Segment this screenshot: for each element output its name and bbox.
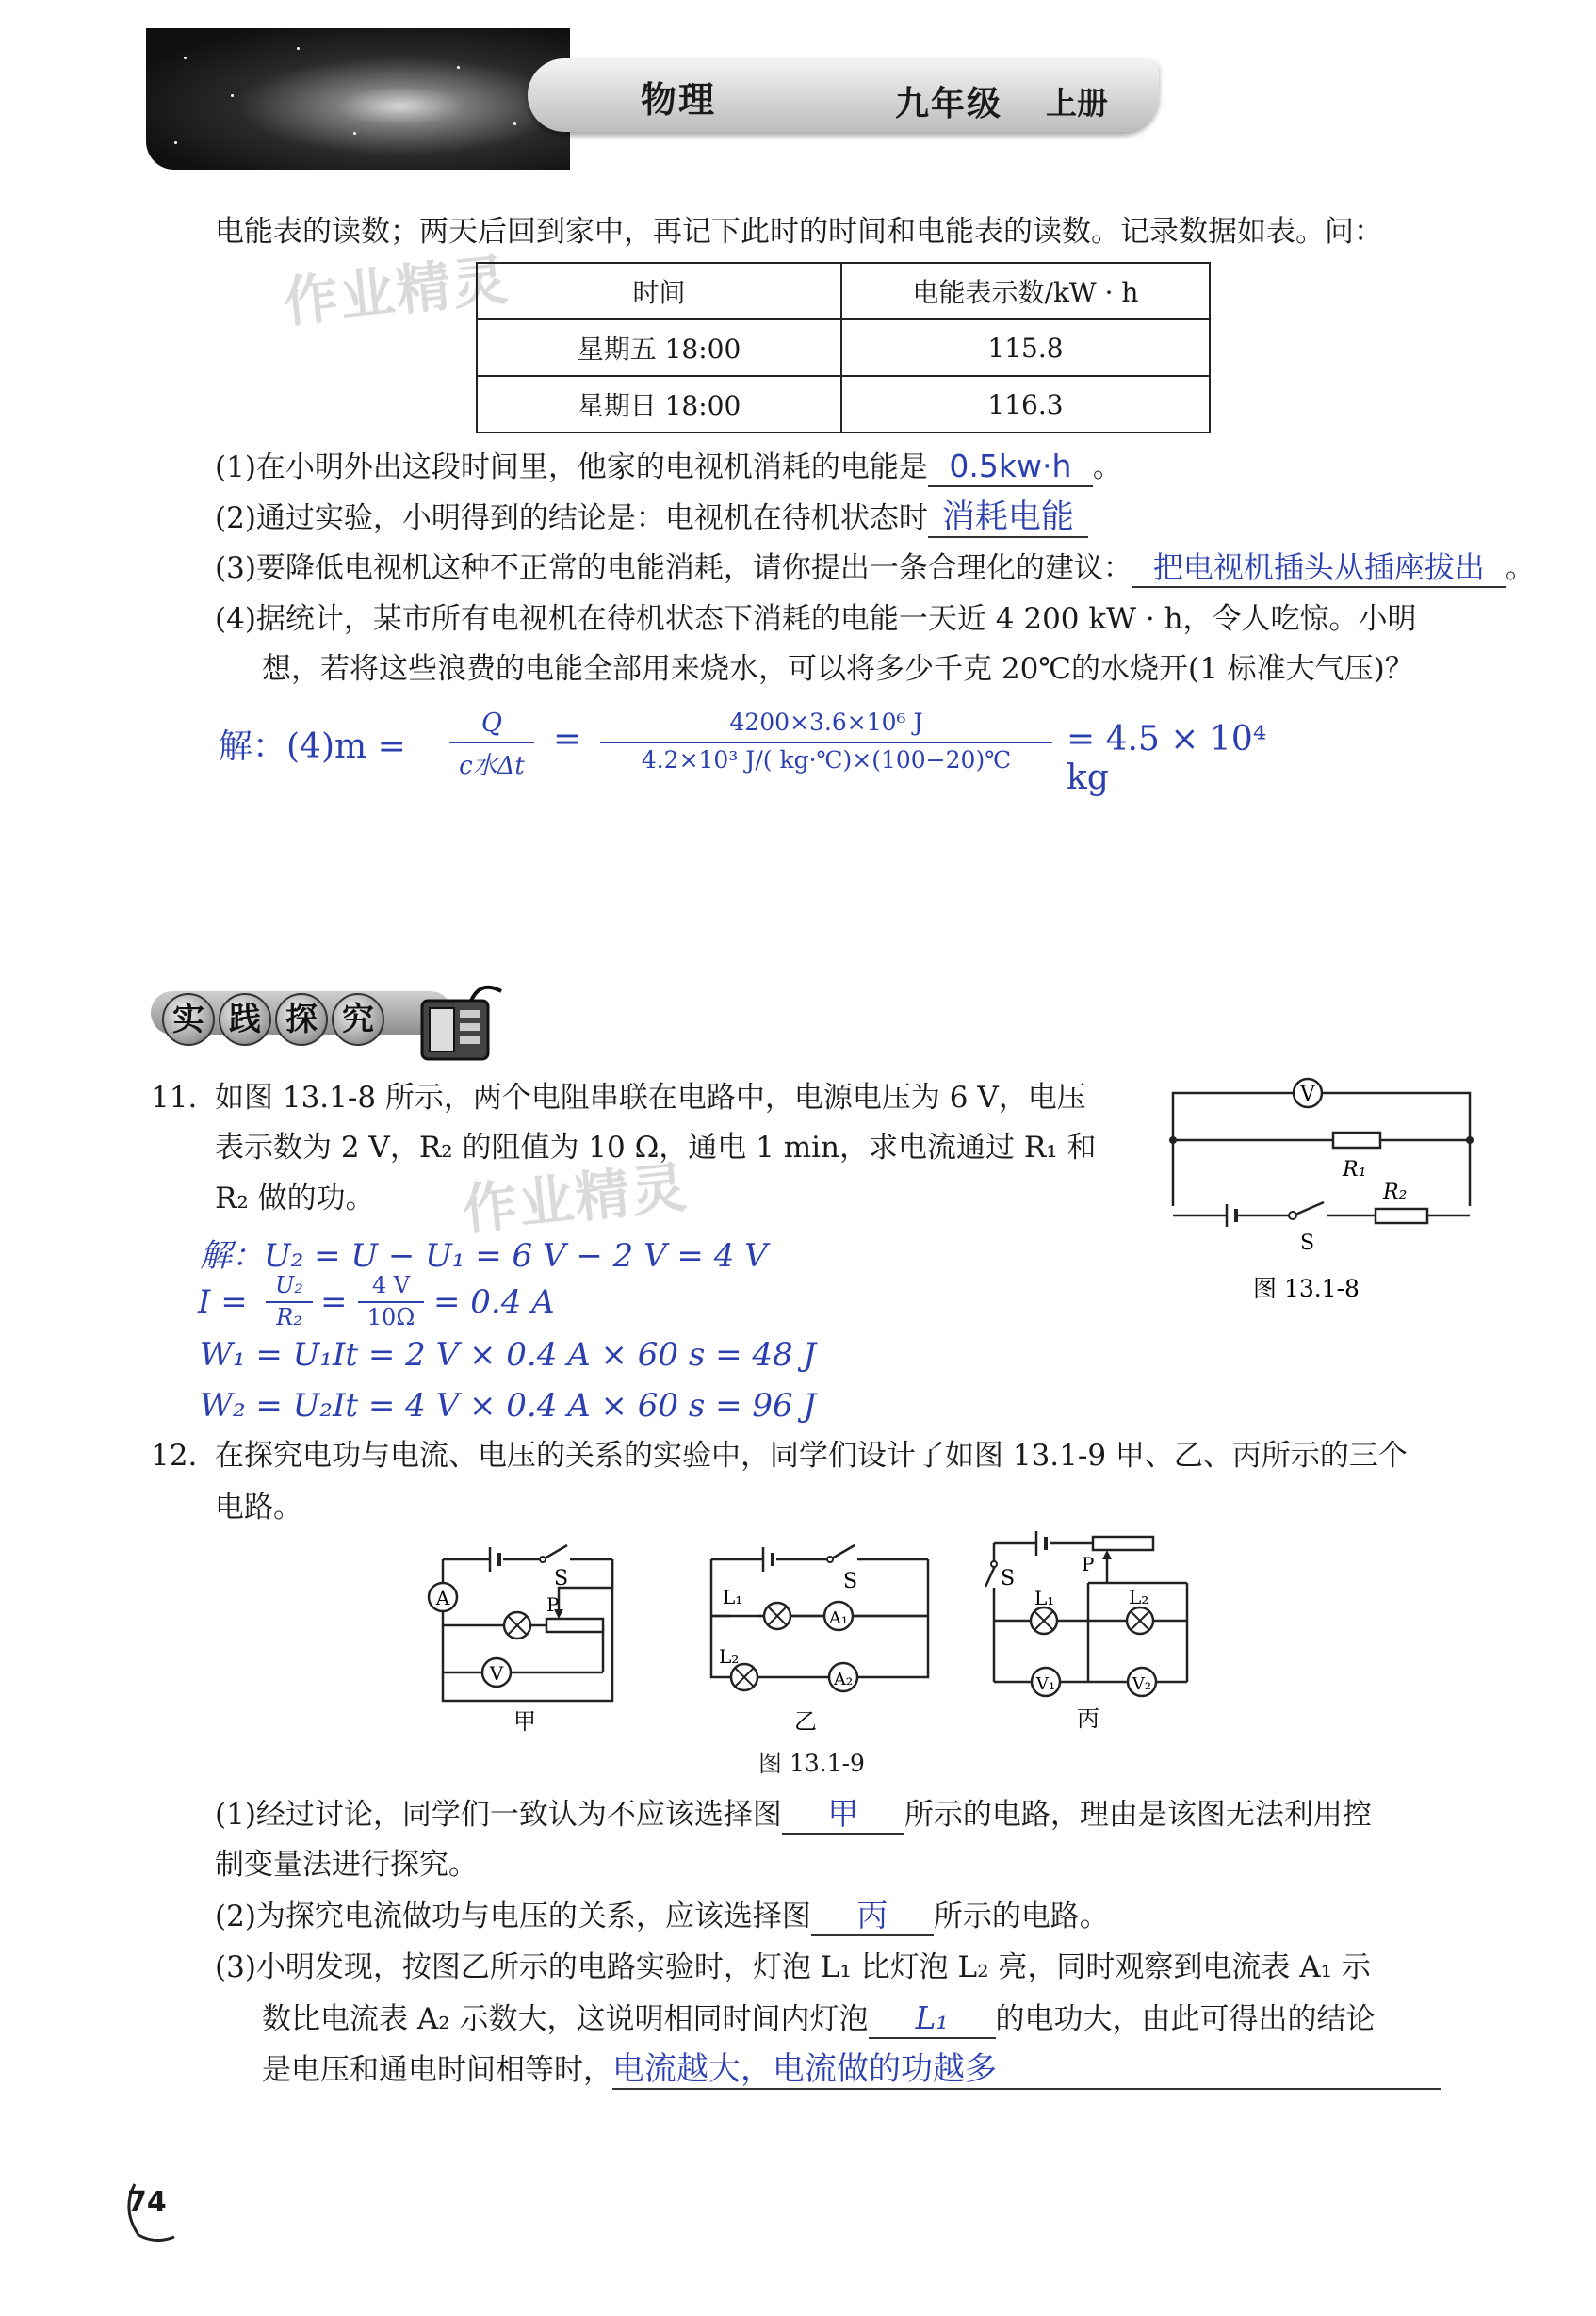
q12-part3-line3 — [262, 2050, 1441, 2090]
q10-part2-answer: 消耗电能 — [928, 498, 1088, 538]
voltmeter-v1-label: V₁ — [1035, 1674, 1056, 1694]
fraction-num: 4 V — [371, 1272, 411, 1298]
q11-line2: 表示数为 2 V，R₂ 的阻值为 10 Ω，通电 1 min，求电流通过 R₁ 和 — [215, 1131, 1097, 1165]
watermark: 作业精灵 — [459, 1154, 692, 1243]
switch-blade — [985, 1566, 995, 1587]
solution-frac1-num: Q — [480, 709, 503, 738]
section-title-char: 究 — [332, 993, 384, 1046]
ammeter-label: A — [435, 1587, 450, 1609]
header-grade: 九年级 — [895, 84, 1003, 123]
figure-13-1-9-caption: 图 13.1-9 — [758, 1750, 865, 1777]
q12-part3-line1: (3)小明发现，按图乙所示的电路实验时，灯泡 L₁ 比灯泡 L₂ 亮，同时观察到电流表 A₁ 示 — [215, 1950, 1371, 1984]
q10-part1 — [215, 448, 1122, 487]
rheostat-symbol — [1093, 1537, 1153, 1550]
fraction-num: U₂ — [275, 1272, 303, 1298]
circuit-wire — [1173, 1093, 1470, 1140]
figure-13-1-8 — [1168, 1074, 1489, 1300]
r1-label: R₁ — [1343, 1158, 1367, 1182]
solution-result: = 4.5 × 10⁴ kg — [1067, 720, 1267, 797]
resistor-r1 — [1333, 1133, 1380, 1148]
solution-frac2-num: 4200×3.6×10⁶ J — [729, 709, 923, 736]
slider-label: P — [1082, 1553, 1095, 1575]
table-header-cell: 电能表示数/kW · h — [841, 263, 1210, 319]
solution-frac2-den: 4.2×10³ J/( kg·℃)×(100−20)℃ — [641, 746, 1012, 774]
junction-dot — [1466, 1136, 1474, 1144]
q12-part3-text-c: 是电压和通电时间相等时， — [262, 2053, 612, 2087]
energy-meter-table — [476, 262, 1211, 433]
q11-solution-line4: W₂ = U₂It = 4 V × 0.4 A × 60 s = 96 J — [200, 1387, 817, 1425]
fraction-bar — [600, 742, 1052, 743]
q10-part1-text: (1)在小明外出这段时间里，他家的电视机消耗的电能是 — [215, 450, 928, 484]
lower-branch — [1168, 1202, 1489, 1227]
q10-solution — [219, 709, 1302, 797]
q12-line2: 电路。 — [215, 1491, 302, 1525]
q10-part3 — [215, 548, 1535, 588]
figure-jia — [424, 1536, 641, 1734]
q10-part4-line2: 想，若将这些浪费的电能全部用来烧水，可以将多少千克 20℃的水烧开(1 标准大气压)？ — [262, 652, 1414, 686]
page-number: 74 — [127, 2186, 167, 2219]
q12-part3-answer1: L₁ — [869, 1999, 996, 2039]
q12-line1: 在探究电功与电流、电压的关系的实验中，同学们设计了如图 13.1-9 甲、乙、丙所示的三个 — [215, 1439, 1408, 1473]
slider-arrow — [1102, 1550, 1112, 1559]
q12-part1-line2: 制变量法进行探究。 — [215, 1848, 478, 1882]
slider-label: P — [546, 1593, 560, 1616]
q11-line3: R₂ 做的功。 — [215, 1182, 375, 1215]
q12-part3-answer2: 电流越大，电流做的功越多 — [612, 2050, 1441, 2090]
fraction-bar — [266, 1301, 313, 1303]
equals-sign: = — [320, 1283, 348, 1321]
resistor-r2 — [1376, 1209, 1427, 1223]
figure-yi — [702, 1536, 937, 1734]
section-badge — [151, 980, 509, 1065]
solution-prefix: 解：(4)m = — [219, 727, 406, 766]
table-row — [477, 376, 1210, 432]
junction-dot — [1169, 1136, 1177, 1144]
solution-prefix: I = — [198, 1283, 248, 1321]
q10-part4-line1: (4)据统计，某市所有电视机在待机状态下消耗的电能一天近 4 200 kW · h，令人吃惊。小明 — [215, 602, 1417, 636]
lamp-l1-label: L₁ — [723, 1586, 743, 1608]
lamp-l2-label: L₂ — [1129, 1586, 1149, 1608]
q10-part2-text: (2)通过实验，小明得到的结论是：电视机在待机状态时 — [215, 501, 928, 535]
switch-label: S — [1300, 1231, 1315, 1255]
q11-line1: 如图 13.1-8 所示，两个电阻串联在电路中，电源电压为 6 V，电压 — [215, 1081, 1086, 1115]
switch-label: S — [554, 1567, 569, 1590]
table-header-row — [477, 263, 1210, 319]
q12-number: 12. — [151, 1439, 198, 1473]
header-subject: 物理 — [641, 78, 717, 121]
solution-result: = 0.4 A — [433, 1283, 555, 1321]
table-cell: 星期五 18:00 — [477, 319, 841, 376]
switch-blade — [545, 1545, 567, 1558]
q10-part3-text: (3)要降低电视机这种不正常的电能消耗，请你提出一条合理化的建议： — [215, 551, 1132, 585]
q10-part1-answer: 0.5kw·h — [928, 448, 1093, 487]
table-cell: 116.3 — [841, 376, 1210, 432]
solution-frac1-den: c水Δt — [459, 752, 525, 780]
q11-number: 11. — [151, 1081, 198, 1115]
q12-part2-answer: 丙 — [811, 1897, 934, 1936]
switch-label: S — [1001, 1567, 1016, 1590]
q12-part3-text-b: 的电功大，由此可得出的结论 — [995, 2002, 1376, 2036]
voltmeter-label: V — [489, 1662, 504, 1685]
q12-part1-text: (1)经过讨论，同学们一致认为不应该选择图 — [215, 1798, 782, 1832]
header-volume: 上册 — [1046, 85, 1108, 122]
table-header-cell: 时间 — [477, 263, 841, 319]
fraction-bar — [358, 1301, 424, 1303]
q12-part1-answer: 甲 — [782, 1795, 904, 1835]
calculator-icon — [415, 980, 509, 1065]
switch-blade — [832, 1545, 855, 1558]
fraction-den: R₂ — [276, 1304, 302, 1330]
ammeter-a1-label: A₁ — [828, 1608, 849, 1628]
section-title-char: 探 — [275, 993, 328, 1046]
switch-pivot — [1289, 1212, 1296, 1219]
rheostat-symbol — [546, 1619, 603, 1632]
solution-eq: = — [553, 720, 582, 758]
voltmeter-label: V — [1300, 1083, 1315, 1106]
q10-part2 — [215, 498, 1088, 538]
table-cell: 星期日 18:00 — [477, 376, 841, 432]
q12-part1 — [215, 1795, 1372, 1835]
watermark: 作业精灵 — [280, 247, 513, 335]
table-row — [477, 319, 1210, 376]
lamp-l2-label: L₂ — [719, 1645, 740, 1668]
lamp-l1-label: L₁ — [1034, 1587, 1055, 1609]
q10-part3-end: 。 — [1505, 551, 1535, 585]
q12-part2-rest: 所示的电路。 — [933, 1900, 1109, 1933]
fraction-den: 10Ω — [366, 1304, 415, 1330]
table-cell: 115.8 — [841, 319, 1210, 376]
q11-solution-line1: 解：U₂ = U − U₁ = 6 V − 2 V = 4 V — [200, 1237, 768, 1275]
section-title-char: 实 — [162, 993, 215, 1046]
figure-bing — [980, 1526, 1215, 1734]
switch-label: S — [843, 1570, 858, 1593]
q12-part2 — [215, 1897, 1109, 1936]
figure-label-yi: 乙 — [794, 1708, 817, 1734]
q12-part1-rest: 所示的电路，理由是该图无法利用控 — [904, 1798, 1372, 1832]
ammeter-a2-label: A₂ — [833, 1670, 854, 1689]
voltmeter-v2-label: V₂ — [1132, 1674, 1152, 1694]
fraction-bar — [449, 742, 534, 743]
figure-label-bing: 丙 — [1077, 1705, 1099, 1732]
header-photo — [146, 28, 570, 170]
q12-part2-text: (2)为探究电流做功与电压的关系，应该选择图 — [215, 1900, 811, 1933]
q11-solution-line2 — [198, 1272, 857, 1338]
r2-label: R₂ — [1383, 1181, 1408, 1204]
q12-part3-text-a: 数比电流表 A₂ 示数大，这说明相同时间内灯泡 — [262, 2002, 869, 2036]
q10-intro: 电能表的读数；两天后回到家中，再记下此时的时间和电能表的读数。记录数据如表。问： — [215, 215, 1383, 249]
figure-label-jia: 甲 — [513, 1708, 536, 1734]
q10-part1-end: 。 — [1092, 450, 1122, 484]
q12-part3-line2 — [262, 1999, 1376, 2039]
figure-caption: 图 13.1-8 — [1253, 1275, 1360, 1300]
q11-solution-line3: W₁ = U₁It = 2 V × 0.4 A × 60 s = 48 J — [200, 1336, 817, 1374]
q10-part3-answer: 把电视机插头从插座拔出 — [1132, 548, 1506, 588]
section-title-char: 践 — [219, 993, 271, 1046]
